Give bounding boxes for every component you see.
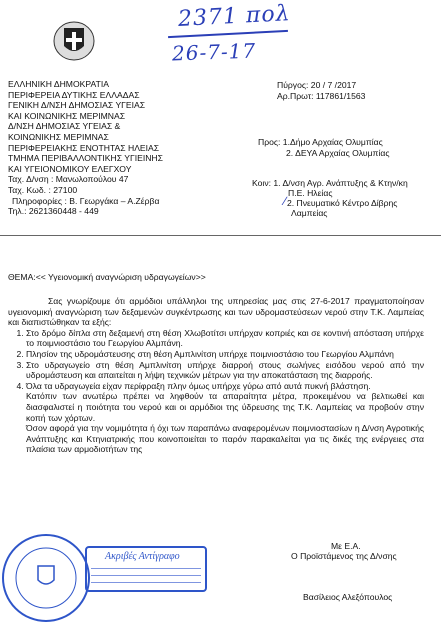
sender-line: ΕΛΛΗΝΙΚΗ ΔΗΜΟΚΡΑΤΙΑ xyxy=(8,79,109,89)
round-stamp xyxy=(2,534,90,622)
letter-body xyxy=(8,296,424,455)
sender-line: ΚΟΙΝΩΝΙΚΗΣ ΜΕΡΙΜΝΑΣ xyxy=(8,131,109,142)
recipient-to-1: Προς: 1.Δήμο Αρχαίας Ολυμπίας xyxy=(258,137,383,147)
recipient-to-2: 2. ΔΕΥΑ Αρχαίας Ολυμπίας xyxy=(286,148,390,158)
finding-item: 4. Όλα τα υδραγωγεία είχαν περίφραξη πλην όμως υπήρχε γύρω από αυτά πυκνή βλάστηση. xyxy=(26,381,424,392)
finding-item: 2. Πλησίον της υδρομάστευσης στη θέση Αμπλινίτση υπήρχε ποιμνιοστάσιο του Γεωργίου Αλμπάνη xyxy=(26,349,424,360)
sender-line: ΚΑΙ ΥΓΕΙΟΝΟΜΙΚΟΥ ΕΛΕΓΧΟΥ xyxy=(8,163,132,174)
sender-line: Δ/ΝΣΗ ΔΗΜΟΣΙΑΣ ΥΓΕΙΑΣ & xyxy=(8,121,121,132)
certified-copy-stamp xyxy=(85,546,207,592)
signature-name: Βασίλειος Αλεξόπουλος xyxy=(303,592,393,602)
stamp-line xyxy=(91,575,201,576)
stamp-line xyxy=(91,568,201,569)
sender-line: ΠΕΡΙΦΕΡΕΙΑΚΗΣ ΕΝΟΤΗΤΑΣ ΗΛΕΙΑΣ xyxy=(8,142,160,153)
handwritten-mark-icon: ∕ xyxy=(284,194,287,208)
cc-2: Π.Ε. Ηλείας xyxy=(288,188,333,198)
sender-line: Ταχ. Κωδ. : 27100 xyxy=(8,184,78,195)
signature-greeting: Με Ε.Α. xyxy=(331,541,361,551)
divider xyxy=(0,235,441,236)
sender-line: Ταχ. Δ/νση : Μανωλοπούλου 47 xyxy=(8,174,129,185)
stamp-title: Ακριβές Αντίγραφο xyxy=(105,551,180,562)
date-block xyxy=(277,80,365,101)
greek-emblem-icon xyxy=(52,20,96,62)
closing-paragraph-2: Όσον αφορά για την νομιμότητα ή όχι των παραπάνω αναφερομένων ποιμνιοστασίων η Δ/νση Αγροτικής Ανάπτυξης και Κτηνιατρικής που κοινοποιείται το παρόν παρακαλείται για τις δικές της ενέργειες στα πλαίσια των αρμοδιοτήτων της xyxy=(26,423,424,455)
sender-line: Τηλ.: 2621360448 - 449 xyxy=(8,206,99,217)
handwritten-protocol: 2371 πολ xyxy=(177,1,292,32)
finding-item: 3. Στο υδραγωγείο στη θέση Αμπλινίτση υπήρχε διαρροή στους σωλήνες εισόδου νερού από την υδρομάστευση και απαιτείται η λήψη τεχνικών μέτρων για την αποκατάσταση της διαρροής. xyxy=(26,360,424,381)
stamp-emblem-icon xyxy=(4,536,88,620)
sender-line: ΓΕΝΙΚΗ Δ/ΝΣΗ ΔΗΜΟΣΙΑΣ ΥΓΕΙΑΣ xyxy=(8,100,146,111)
sender-line: ΠΕΡΙΦΕΡΕΙΑ ΔΥΤΙΚΗΣ ΕΛΛΑΔΑΣ xyxy=(8,89,140,100)
place-date: Πύργος: 20 / 7 /2017 xyxy=(277,80,357,90)
sender-line: ΚΑΙ ΚΟΙΝΩΝΙΚΗΣ ΜΕΡΙΜΝΑΣ xyxy=(8,110,126,121)
subject: ΘΕΜΑ:<< Υγειονομική αναγνώριση υδραγωγείων>> xyxy=(8,272,206,282)
closing-paragraph: Κατόπιν των ανωτέρω πρέπει να ληφθούν τα απαραίτητα μέτρα, προκειμένου να βελτιωθεί και διασφαλιστεί η ποιότητα του νερού και οι αρμόδιοι της ύδρευσης της Τ.Κ. Λαμπείας να προβούν στην κοπή των χόρτων. xyxy=(26,391,424,423)
intro-paragraph: Σας γνωρίζουμε ότι αρμόδιοι υπάλληλοι της υπηρεσίας μας στις 27-6-2017 πραγματοποίησαν υγειονομική αναγνώριση των δεξαμενών συγκέντρωσης και των υδρομαστεύσεων νερού στην Τ.Κ. Λαμπείας και διαπιστώθηκαν τα εξής: xyxy=(8,296,424,328)
sender-block xyxy=(8,79,163,217)
stamp-line xyxy=(91,582,201,583)
sender-line: Πληροφορίες : Β. Γεωργάκα – Α.Ζέρβα xyxy=(12,195,160,206)
handwritten-date: 26-7-17 xyxy=(171,38,257,66)
cc-1: Κοιν: 1. Δ/νση Αγρ. Ανάπτυξης & Κτην/κη xyxy=(252,178,408,188)
finding-item: 1. Στο δρόμο δίπλα στη δεξαμενή στη θέση Χλωβοτίτσι υπήρχαν κοπριές και σε κοντινή απόσταση υπήρχε το ποιμνιοστάσιο του Γεωργίου Αλμπάνη. xyxy=(26,328,424,349)
cc-4: Λαμπείας xyxy=(291,208,328,218)
signature-title: Ο Προϊστάμενος της Δ/νσης xyxy=(291,551,397,561)
findings-list xyxy=(8,328,424,392)
protocol-number: Αρ.Πρωτ: 117861/1563 xyxy=(277,90,366,101)
cc-3: 2. Πνευματικό Κέντρο Δίβρης xyxy=(287,198,398,208)
sender-line: ΤΜΗΜΑ ΠΕΡΙΒΑΛΛΟΝΤΙΚΗΣ ΥΓΙΕΙΝΗΣ xyxy=(8,153,163,164)
